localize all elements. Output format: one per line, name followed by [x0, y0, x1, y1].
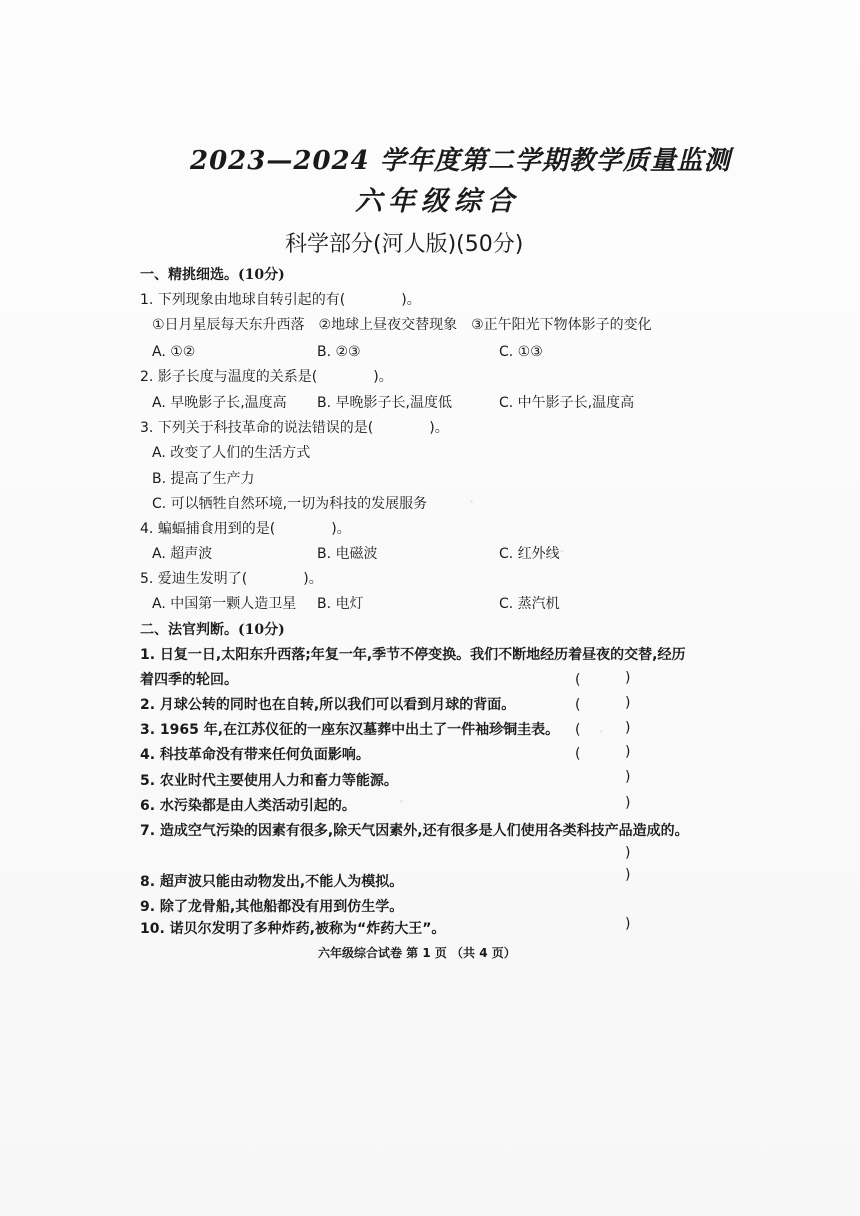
answer-paren-open: (	[575, 672, 581, 688]
answer-paren-open: (	[575, 746, 581, 762]
scan-speck	[560, 550, 564, 552]
option: C. 可以牺牲自然环境,一切为科技的发展服务	[152, 496, 428, 512]
option: B. 电灯	[317, 596, 364, 612]
judgement-item: 8. 超声波只能由动物发出,不能人为模拟。	[140, 874, 404, 890]
judgement-item: 4. 科技革命没有带来任何负面影响。	[140, 747, 370, 763]
option: A. ①②	[152, 344, 196, 360]
judgement-item: 6. 水污染都是由人类活动引起的。	[140, 798, 356, 814]
option: C. 中午影子长,温度高	[499, 395, 635, 411]
judgement-item: 10. 诺贝尔发明了多种炸药,被称为“炸药大王”。	[140, 921, 446, 937]
option: B. ②③	[317, 344, 361, 360]
judgement-item: 1. 日复一日,太阳东升西落;年复一年,季节不停变换。我们不断地经历着昼夜的交替,经历	[140, 647, 686, 663]
answer-paren-close: )	[625, 795, 631, 811]
answer-paren-close: )	[625, 720, 631, 736]
option: B. 早晚影子长,温度低	[317, 395, 452, 411]
answer-paren-close: )	[625, 695, 631, 711]
option: C. 蒸汽机	[499, 596, 560, 612]
page-footer: 六年级综合试卷 第 1 页 （共 4 页）	[318, 946, 516, 960]
answer-paren-close: )	[625, 744, 631, 760]
judgement-item: 着四季的轮回。	[140, 672, 238, 688]
grade-heading: 六年级综合	[355, 186, 520, 217]
scan-speck	[400, 800, 403, 803]
answer-paren-open: (	[575, 697, 581, 713]
answer-paren-close: )	[625, 845, 631, 861]
section1-heading: 一、精挑细选。(10分)	[140, 267, 285, 283]
option: C. 红外线	[499, 546, 560, 562]
section2-heading: 二、法官判断。(10分)	[140, 622, 285, 638]
scan-speck	[470, 500, 473, 503]
option: A. 改变了人们的生活方式	[152, 445, 311, 461]
question-stem: 5. 爱迪生发明了( )。	[140, 571, 323, 587]
option: B. 提高了生产力	[152, 471, 255, 487]
question-extra: ①日月星辰每天东升西落 ②地球上昼夜交替现象 ③正午阳光下物体影子的变化	[152, 317, 652, 333]
option: A. 中国第一颗人造卫星	[152, 596, 297, 612]
exam-title: 2023—2024 学年度第二学期教学质量监测	[190, 146, 731, 176]
judgement-item: 5. 农业时代主要使用人力和畜力等能源。	[140, 773, 398, 789]
answer-paren-open: (	[575, 722, 581, 738]
scan-speck	[600, 730, 602, 733]
answer-paren-close: )	[625, 670, 631, 686]
question-stem: 2. 影子长度与温度的关系是( )。	[140, 369, 393, 385]
answer-paren-close: )	[625, 867, 631, 883]
answer-paren-close: )	[625, 769, 631, 785]
judgement-item: 7. 造成空气污染的因素有很多,除天气因素外,还有很多是人们使用各类科技产品造成的。	[140, 823, 689, 839]
judgement-item: 9. 除了龙骨船,其他船都没有用到仿生学。	[140, 899, 404, 915]
option: C. ①③	[499, 344, 543, 360]
judgement-item: 2. 月球公转的同时也在自转,所以我们可以看到月球的背面。	[140, 697, 516, 713]
question-stem: 3. 下列关于科技革命的说法错误的是( )。	[140, 420, 449, 436]
judgement-item: 3. 1965 年,在江苏仪征的一座东汉墓葬中出土了一件袖珍铜圭表。	[140, 722, 560, 738]
section-subtitle: 科学部分(河人版)(50分)	[285, 232, 524, 257]
question-stem: 1. 下列现象由地球自转引起的有( )。	[140, 292, 421, 308]
option: A. 早晚影子长,温度高	[152, 395, 287, 411]
answer-paren-close: )	[625, 916, 631, 932]
option: A. 超声波	[152, 546, 213, 562]
question-stem: 4. 蝙蝠捕食用到的是( )。	[140, 521, 351, 537]
option: B. 电磁波	[317, 546, 378, 562]
